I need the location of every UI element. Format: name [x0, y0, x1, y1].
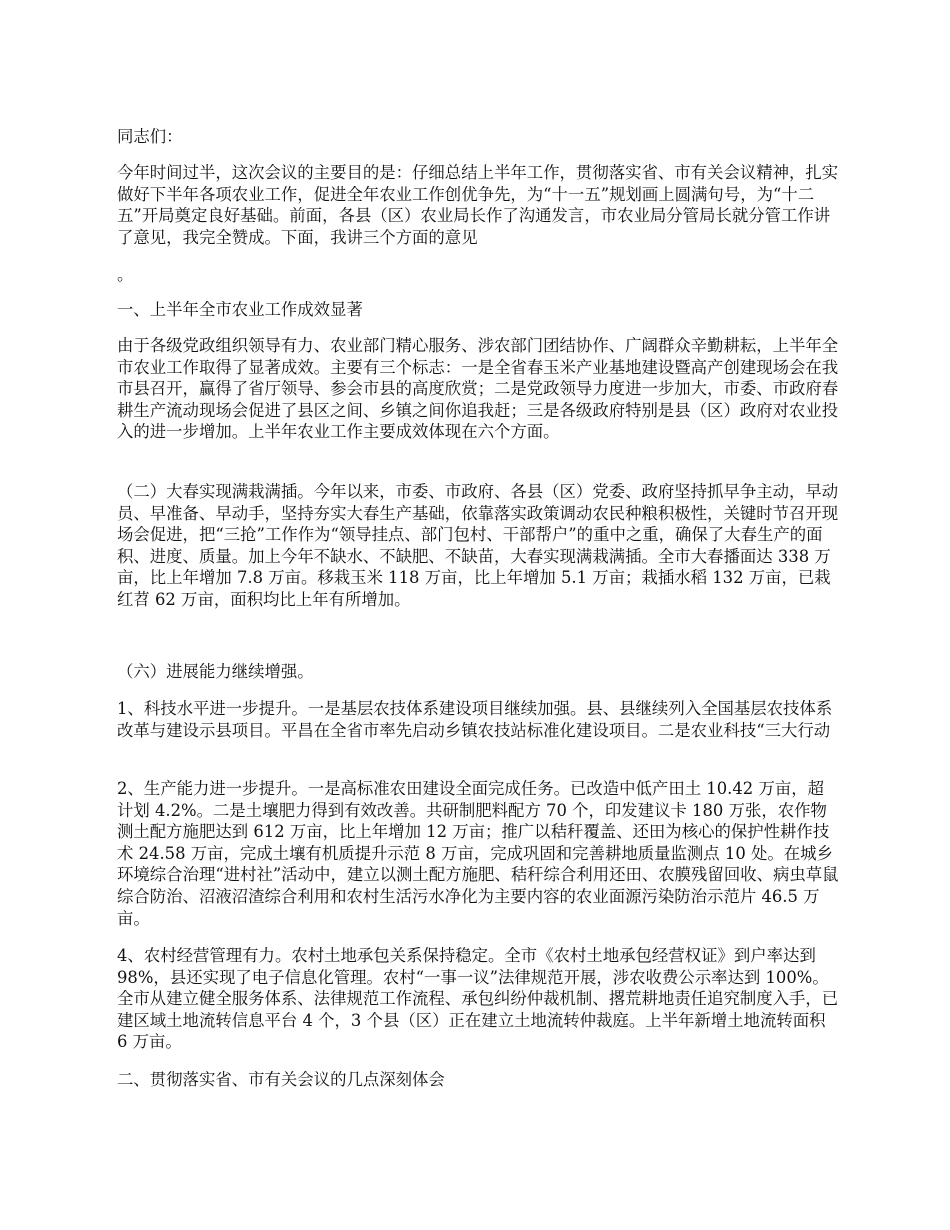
subsection-2-paragraph: （二）大春实现满栽满插。今年以来，市委、市政府、各县（区）党委、政府坚持抓早争主动，早动员、早准备、早动手，坚持夯实大春生产基础，依靠落实政策调动农民种粮积极性，关键时节召开现场会促进，把“三抢”工作作为“领导挂点、部门包村、干部帮户”的重中之重，确保了大春生产的面积、进度、质量。加上今年不缺水、不缺肥、不缺苗，大春实现满栽满插。全市大春播面达 338 万亩，比上年增加 7.8 万亩。移栽玉米 118 万亩，比上年增加 5.1 万亩；栽插水稻 132 万亩，已栽红苕 62 万亩，面积均比上年有所增加。	[117, 482, 839, 609]
subsection-6-heading: （六）进展能力继续增强。	[117, 662, 314, 681]
section-heading-2: 二、贯彻落实省、市有关会议的几点深刻体会	[117, 1070, 445, 1089]
item-4-paragraph: 4、农村经营管理有力。农村土地承包关系保持稳定。全市《农村土地承包经营权证》到户率达到 98%，县还实现了电子信息化管理。农村“一事一议”法律规范开展，涉农收费公示率达到 100%。全市从建立健全服务体系、法律规范工作流程、承包纠纷仲裁机制、撂荒耕地责任追究制度入手，已建区域土地流转信息平台 4 个，3 个县（区）正在建立土地流转仲裁庭。上半年新增土地流转面积 6 万亩。	[117, 946, 839, 1052]
section-heading-1: 一、上半年全市农业工作成效显著	[117, 300, 363, 319]
intro-paragraph: 今年时间过半，这次会议的主要目的是：仔细总结上半年工作，贯彻落实省、市有关会议精神，扎实做好下半年各项农业工作，促进全年农业工作创优争先，为“十一五”规划画上圆满句号，为“十二五”开局奠定良好基础。前面，各县（区）农业局长作了沟通发言，市农业局分管局长就分管工作讲了意见，我完全赞成。下面，我讲三个方面的意见	[117, 163, 839, 247]
item-2-paragraph: 2、生产能力进一步提升。一是高标准农田建设全面完成任务。已改造中低产田土 10.42 万亩，超计划 4.2%。二是土壤肥力得到有效改善。共研制肥料配方 70 个，印发建议卡 180 万张，农作物测土配方施肥达到 612 万亩，比上年增加 12 万亩；推广以秸秆覆盖、还田为核心的保护性耕作技术 24.58 万亩，完成土壤有机质提升示范 8 万亩，完成巩固和完善耕地质量监测点 10 处。在城乡环境综合治理“进村社”活动中，建立以测土配方施肥、秸秆综合利用还田、农膜残留回收、病虫草鼠综合防治、沼液沼渣综合利用和农村生活污水净化为主要内容的农业面源污染防治示范片 46.5 万亩。	[117, 779, 839, 928]
intro-paragraph-end: 。	[117, 265, 134, 284]
section-1-paragraph: 由于各级党政组织领导有力、农业部门精心服务、涉农部门团结协作、广阔群众辛勤耕耘，上半年全市农业工作取得了显著成效。主要有三个标志：一是全省春玉米产业基地建设暨高产创建现场会在我市县召开，赢得了省厅领导、参会市县的高度欣赏；二是党政领导力度进一步加大，市委、市政府春耕生产流动现场会促进了县区之间、乡镇之间你追我赶；三是各级政府特别是县（区）政府对农业投入的进一步增加。上半年农业工作主要成效体现在六个方面。	[117, 336, 839, 442]
item-1-paragraph: 1、科技水平进一步提升。一是基层农技体系建设项目继续加强。县、县继续列入全国基层农技体系改革与建设示县项目。平昌在全省市率先启动乡镇农技站标准化建设项目。二是农业科技“三大行动	[117, 699, 833, 740]
salutation: 同志们：	[117, 127, 183, 146]
